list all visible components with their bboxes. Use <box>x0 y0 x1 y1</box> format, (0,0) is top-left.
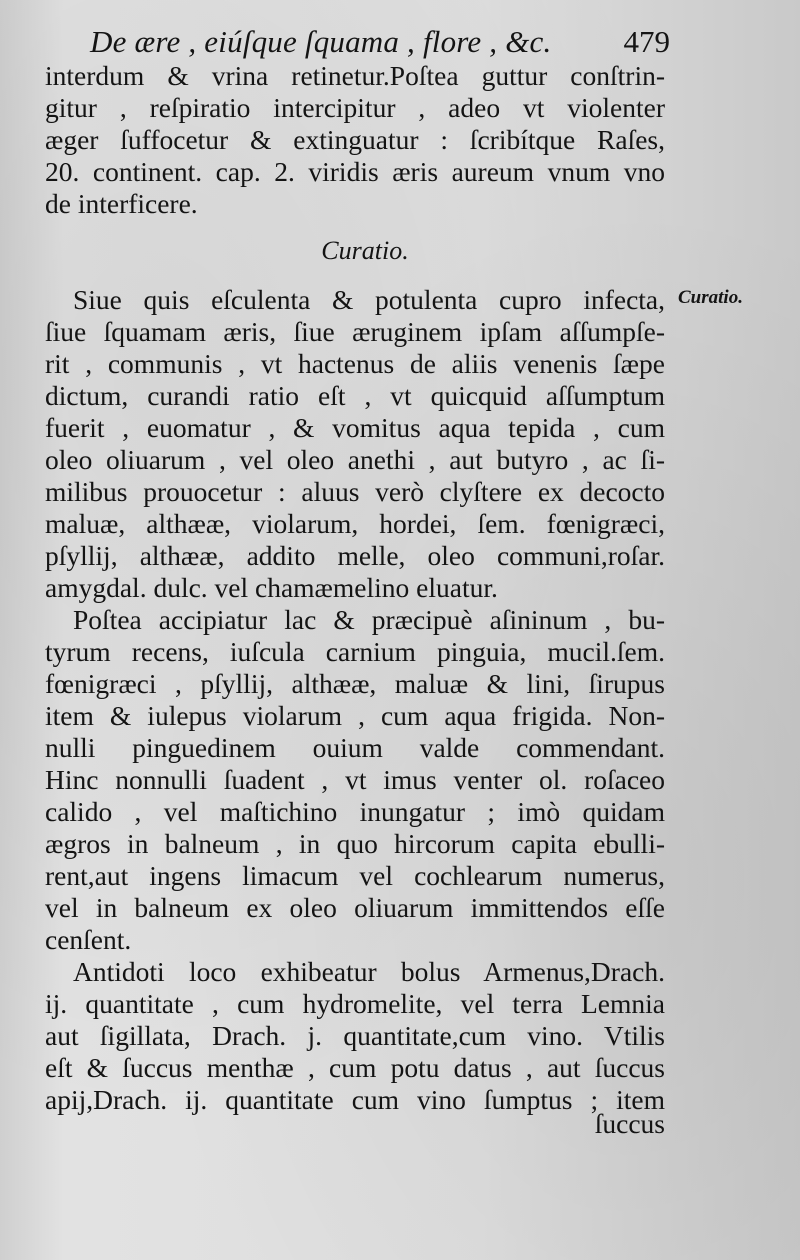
text-line: pſyllij, althææ, addito melle, oleo communi,roſar. <box>45 540 665 571</box>
text-line: eſt & ſuccus menthæ , cum potu datus , aut ſuccus <box>45 1052 665 1083</box>
text-line: ſiue ſquamam æris, ſiue æruginem ipſam aſſumpſe- <box>45 316 665 347</box>
catchword: ſuccus <box>594 1108 665 1139</box>
text-line: Hinc nonnulli ſuadent , vt imus venter ol. roſaceo <box>45 764 665 795</box>
text-line: calido , vel maſtichino inungatur ; imò quidam <box>45 796 665 827</box>
text-line: interdum & vrina retinetur.Poſtea guttur conſtrin- <box>45 60 665 91</box>
margin-note: Curatio. <box>678 287 743 308</box>
text-line: dictum, curandi ratio eſt , vt quicquid aſſumptum <box>45 380 665 411</box>
text-line: oleo oliuarum , vel oleo anethi , aut butyro , ac ſi- <box>45 444 665 475</box>
text-line: vel in balneum ex oleo oliuarum immittendos eſſe <box>45 892 665 923</box>
text-line: apij,Drach. ij. quantitate cum vino ſumptus ; item <box>45 1084 665 1115</box>
text-line: rent,aut ingens limacum vel cochlearum numerus, <box>45 860 665 891</box>
running-head: De ære , eiúſque ſquama , flore , &c. <box>90 24 552 59</box>
text-line: æger ſuffocetur & extinguatur : ſcribítque Raſes, <box>45 124 665 155</box>
text-line: cenſent. <box>45 924 132 955</box>
text-line: gitur , reſpiratio intercipitur , adeo vt violenter <box>45 92 665 123</box>
text-line: rit , communis , vt hactenus de aliis venenis ſæpe <box>45 348 665 379</box>
text-line: 20. continent. cap. 2. viridis æris aureum vnum vno <box>45 156 665 187</box>
text-line: amygdal. dulc. vel chamæmelino eluatur. <box>45 572 498 603</box>
text-line: ægros in balneum , in quo hircorum capita ebulli- <box>45 828 665 859</box>
text-line: fœnigræci , pſyllij, althææ, maluæ & lini, ſirupus <box>45 668 665 699</box>
text-line: milibus prouocetur : aluus verò clyſtere ex decocto <box>45 476 665 507</box>
text-line: Siue quis eſculenta & potulenta cupro infecta, <box>73 284 665 315</box>
page-number: 479 <box>623 24 670 59</box>
text-line: maluæ, althææ, violarum, hordei, ſem. fœnigræci, <box>45 508 665 539</box>
page-header <box>90 20 670 64</box>
text-line: aut ſigillata, Drach. j. quantitate,cum vino. Vtilis <box>45 1020 665 1051</box>
text-line: tyrum recens, iuſcula carnium pinguia, mucil.ſem. <box>45 636 665 667</box>
text-line: Poſtea accipiatur lac & præcipuè aſininum , bu- <box>73 604 665 635</box>
text-line: Antidoti loco exhibeatur bolus Armenus,Drach. <box>73 956 665 987</box>
text-line: fuerit , euomatur , & vomitus aqua tepida , cum <box>45 412 665 443</box>
text-line: de interficere. <box>45 188 198 219</box>
section-heading: Curatio. <box>321 236 409 265</box>
text-line: item & iulepus violarum , cum aqua frigida. Non- <box>45 700 665 731</box>
text-line: nulli pinguedinem ouium valde commendant. <box>45 732 665 763</box>
text-line: ij. quantitate , cum hydromelite, vel terra Lemnia <box>45 988 665 1019</box>
